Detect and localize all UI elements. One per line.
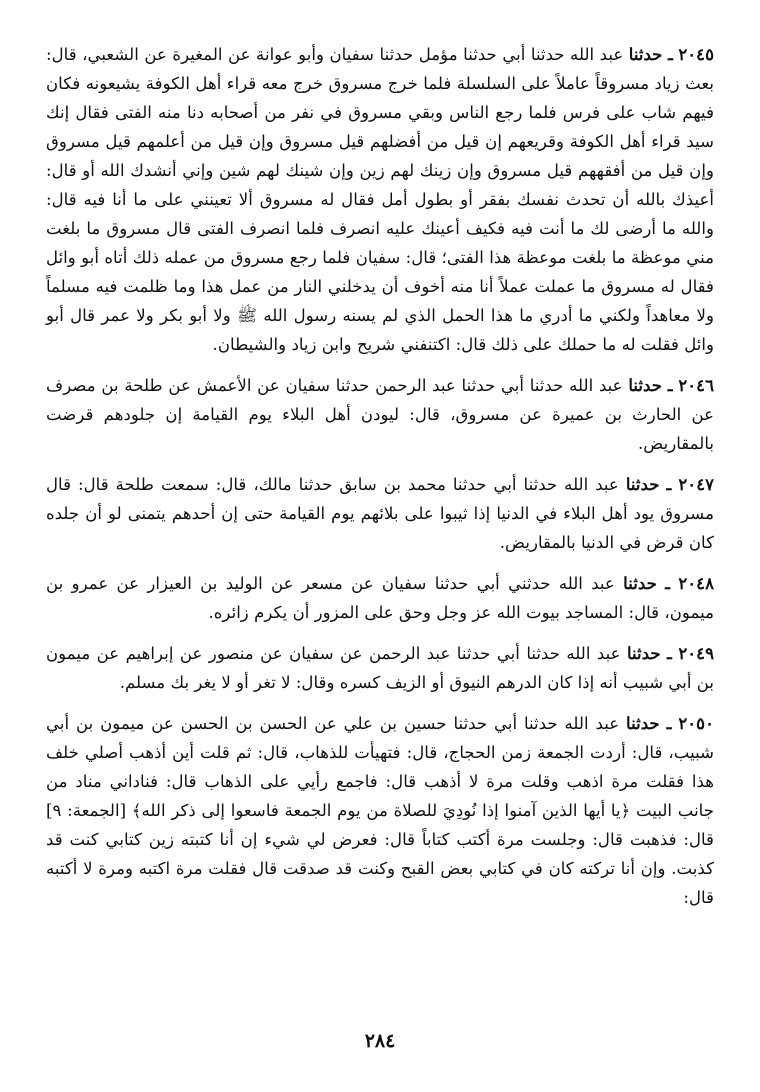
hadith-paragraph xyxy=(46,569,714,627)
hadith-paragraph xyxy=(46,639,714,697)
hadith-keyword: حدثنا xyxy=(625,474,660,494)
hadith-text: عبد الله حدثنا أبي حدثنا مؤمل حدثنا سفيان وأبو عوانة عن المغيرة عن الشعبي، قال: بعث زياد مسروقاً عاملاً على السلسلة فلما خرج مسروق خرج معه قراء أهل الكوفة يشيعونه فكان فيهم شاب على فرس فلما رجع الناس وبقي مسروق في نفر من أصحابه دنا منه الفتى فقال إنك سيد قراء أهل الكوفة وقريعهم إن قيل من أفضلهم قيل مسروق وإن قيل من أعلمهم قيل مسروق وإن قيل من أفقههم قيل مسروق وإن زينك لهم زين وإن شينك لهم شين وإني أنشدك الله أو قال: أعيذك بالله أن تحدث نفسك بفقر أو بطول أمل فقال له مسروق ألا تعينني على ما أنا فيه قال: والله ما أرضى لك ما أنت فيه فكيف أعينك عليه انصرف فلما انصرف الفتى قال مسروق ما بلغت مني موعظة ما بلغت موعظة هذا الفتى؛ قال: سفيان فلما رجع مسروق من عمله ذلك أتاه أبو وائل فقال له مسروق ما عملت عملاً أنا منه أخوف أن يدخلني النار من عمل هذا وما ظلمت فيه مسلماً ولا معاهداً ولكني ما أدري ما هذا الحمل الذي لم يسنه رسول الله ﷺ ولا أبو بكر ولا عمر قال أبو وائل فقلت له ما حملك على ذلك قال: اكتنفني شريح وابن زياد والشيطان. xyxy=(46,45,714,354)
hadith-separator: ـ xyxy=(665,573,671,593)
hadith-text: عبد الله حدثنا أبي حدثنا حسين بن علي عن الحسن بن الحسن عن ميمون بن أبي شبيب، قال: أردت الجمعة زمن الحجاج، قال: فتهيأت للذهاب، قال: ثم قلت أين أذهب أصلي خلف هذا فقلت مرة اذهب وقلت مرة لا أذهب قال: فاجمع رأيي على الذهاب قال: فناداني مناد من جانب البيت ﴿يا أيها الذين آمنوا إذا نُودِيَ للصلاة من يوم الجمعة فاسعوا إلى ذكر الله﴾ [الجمعة: ٩] قال: فذهبت قال: وجلست مرة أكتب كتاباً قال: فعرض لي شيء إن أنا كتبته زين كتابي كنت قد كذبت. وإن أنا تركته كان في كتابي بعض القبح وكنت قد صدقت قال فقلت مرة اكتبه ومرة لا أكتبه قال: xyxy=(46,714,714,907)
hadith-number: ٢٠٤٨ xyxy=(678,573,715,593)
hadith-keyword: حدثنا xyxy=(626,643,661,663)
hadith-text: عبد الله حدثني أبي حدثنا سفيان عن مسعر عن الوليد بن العيزار عن عمرو بن ميمون، قال: المساجد بيوت الله عز وجل وحق على المزور أن يكرم زائره. xyxy=(46,574,714,622)
hadith-number: ٢٠٤٥ xyxy=(678,44,714,64)
hadith-separator: ـ xyxy=(667,44,673,64)
hadith-separator: ـ xyxy=(666,474,672,494)
hadith-paragraph xyxy=(46,709,714,912)
hadith-keyword: حدثنا xyxy=(628,375,662,395)
hadith-keyword: حدثنا xyxy=(628,44,663,64)
hadith-paragraph xyxy=(46,40,714,359)
hadith-number: ٢٠٤٦ xyxy=(678,375,714,395)
hadith-separator: ـ xyxy=(667,375,673,395)
hadith-text: عبد الله حدثنا أبي حدثنا عبد الرحمن عن سفيان عن منصور عن إبراهيم عن ميمون بن أبي شبيب أنه إذا كان الدرهم النيوق أو الزيف كسره وقال: لا تغر أو لا يغر بك مسلم. xyxy=(46,644,714,692)
hadith-keyword: حدثنا xyxy=(623,573,657,593)
hadith-separator: ـ xyxy=(666,713,672,733)
hadith-number: ٢٠٥٠ xyxy=(678,713,715,733)
hadith-paragraph xyxy=(46,371,714,458)
hadith-separator: ـ xyxy=(667,643,672,663)
hadith-paragraph xyxy=(46,470,714,557)
page-number: ٢٨٤ xyxy=(364,1030,396,1052)
hadith-number: ٢٠٤٧ xyxy=(678,474,715,494)
hadith-number: ٢٠٤٩ xyxy=(678,643,715,663)
hadith-keyword: حدثنا xyxy=(626,713,660,733)
hadith-text: عبد الله حدثنا أبي حدثنا محمد بن سابق حدثنا مالك، قال: سمعت طلحة قال: قال مسروق يود أهل البلاء في الدنيا إذا ثيبوا على بلائهم يوم القيامة حتى إن أحدهم يتمنى لو أن جلده كان قرض في الدنيا بالمقاريض. xyxy=(46,475,714,552)
hadith-text: عبد الله حدثنا أبي حدثنا عبد الرحمن حدثنا سفيان عن الأعمش عن طلحة بن مصرف عن الحارث بن عميرة عن مسروق، قال: ليودن أهل البلاء يوم القيامة إن جلودهم قرضت بالمقاريض. xyxy=(46,376,714,453)
